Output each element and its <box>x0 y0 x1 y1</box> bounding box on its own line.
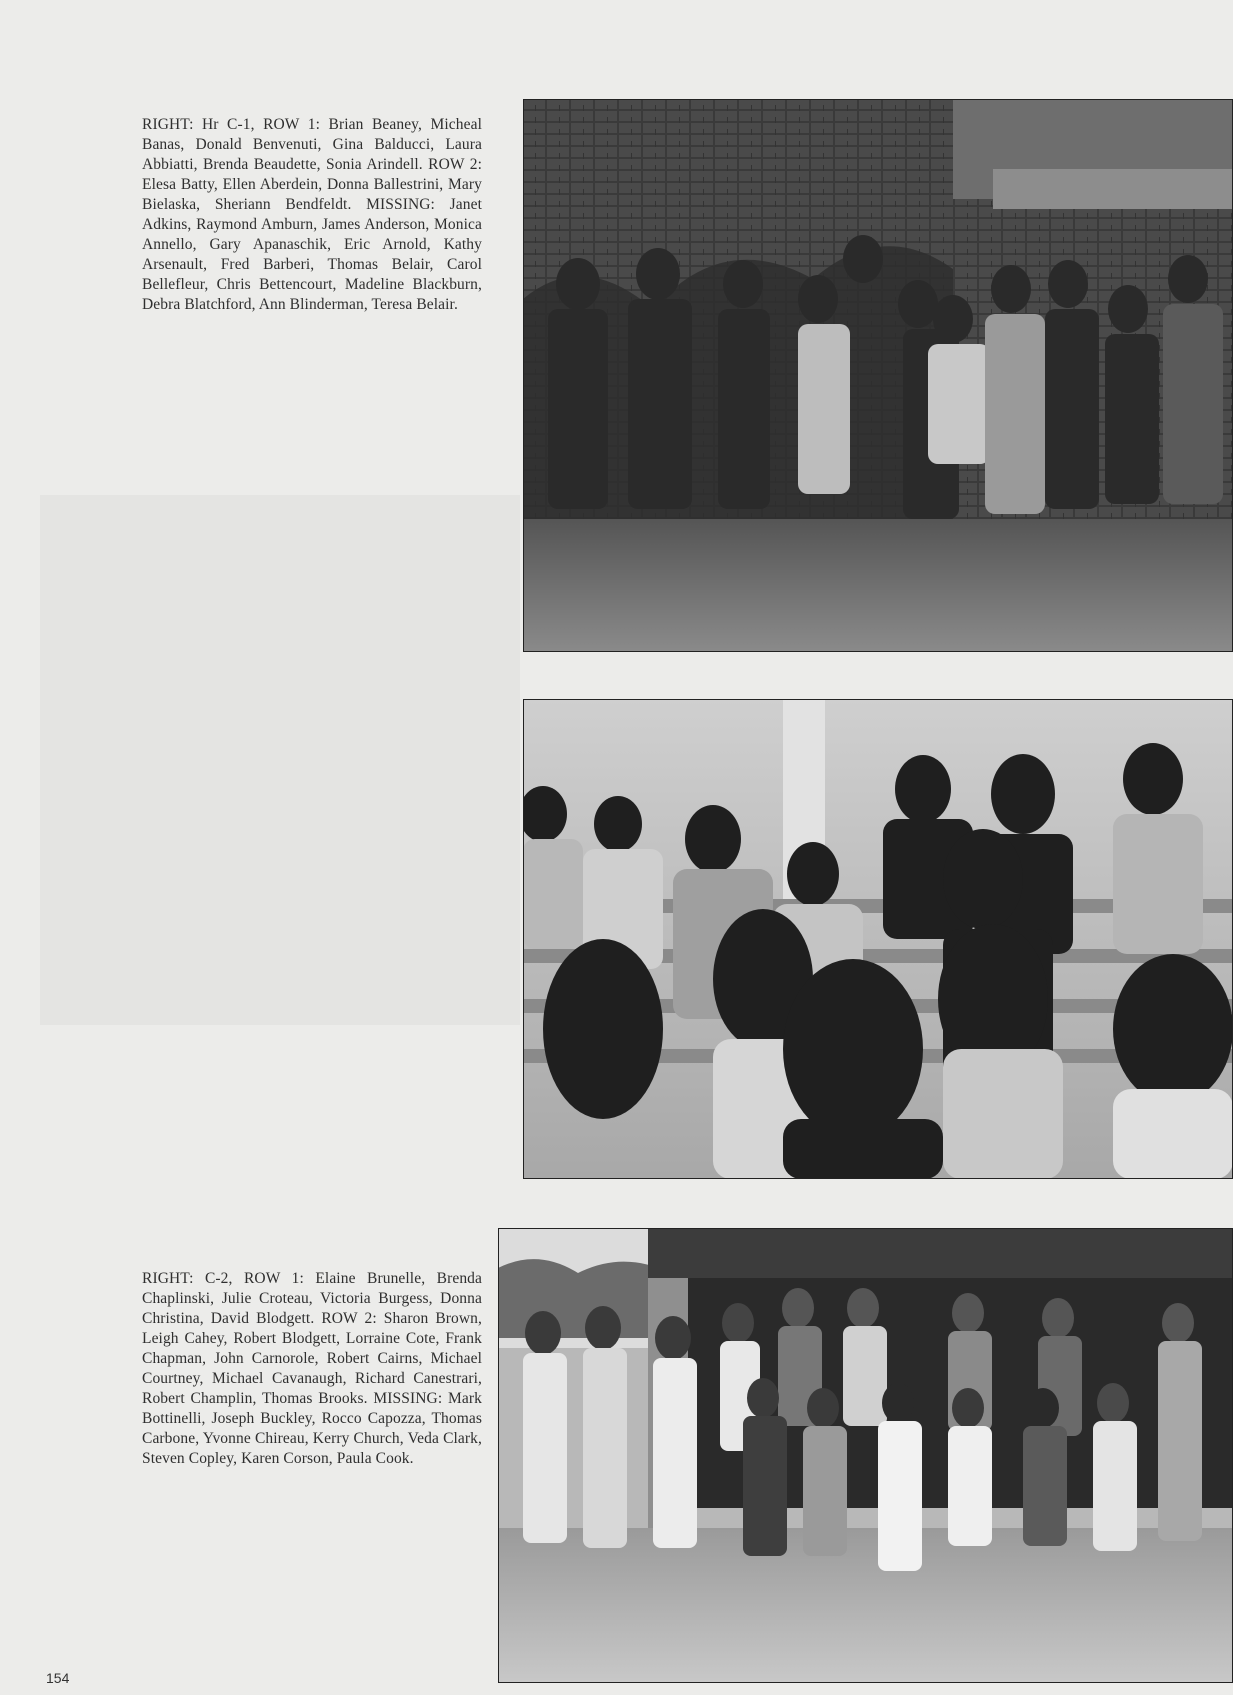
page-number: 154 <box>46 1670 70 1686</box>
students-on-bleachers-photo-icon <box>523 699 1233 1179</box>
group-photo-homeroom-c2 <box>498 1228 1233 1683</box>
candid-photo-bleachers <box>523 699 1233 1179</box>
group-photo-shelter-icon <box>498 1228 1233 1683</box>
group-photo-homeroom-c1 <box>523 99 1233 652</box>
caption-homeroom-c2: RIGHT: C-2, ROW 1: Elaine Brunelle, Brenda Chaplinski, Julie Croteau, Victoria Burgess, Donna Christina, David Blodgett. ROW 2: Sharon Brown, Leigh Cahey, Robert Blodgett, Lorraine Cote, Frank Chapman, John Carnorole, Robert Cairns, Michael Courtney, Michael Cavanaugh, Richard Canestrari, Robert Champlin, Thomas Brooks. MISSING: Mark Bottinelli, Joseph Buckley, Rocco Capozza, Thomas Carbone, Yvonne Chireau, Kerry Church, Veda Clark, Steven Copley, Karen Corson, Paula Cook. <box>142 1269 482 1467</box>
group-photo-brick-wall-icon <box>523 99 1233 652</box>
caption-homeroom-c1: RIGHT: Hr C-1, ROW 1: Brian Beaney, Micheal Banas, Donald Benvenuti, Gina Balducci, Laura Abbiatti, Brenda Beaudette, Sonia Arindell. ROW 2: Elesa Batty, Ellen Aberdein, Donna Ballestrini, Mary Bielaska, Sheriann Bendfeldt. MISSING: Janet Adkins, Raymond Amburn, James Anderson, Monica Annello, Gary Apanaschik, Eric Arnold, Kathy Arsenault, Fred Barberi, Thomas Belair, Carol Bellefleur, Chris Bettencourt, Madeline Blackburn, Debra Blatchford, Ann Blinderman, Teresa Belair. <box>142 115 482 313</box>
faded-background-block <box>40 495 520 1025</box>
